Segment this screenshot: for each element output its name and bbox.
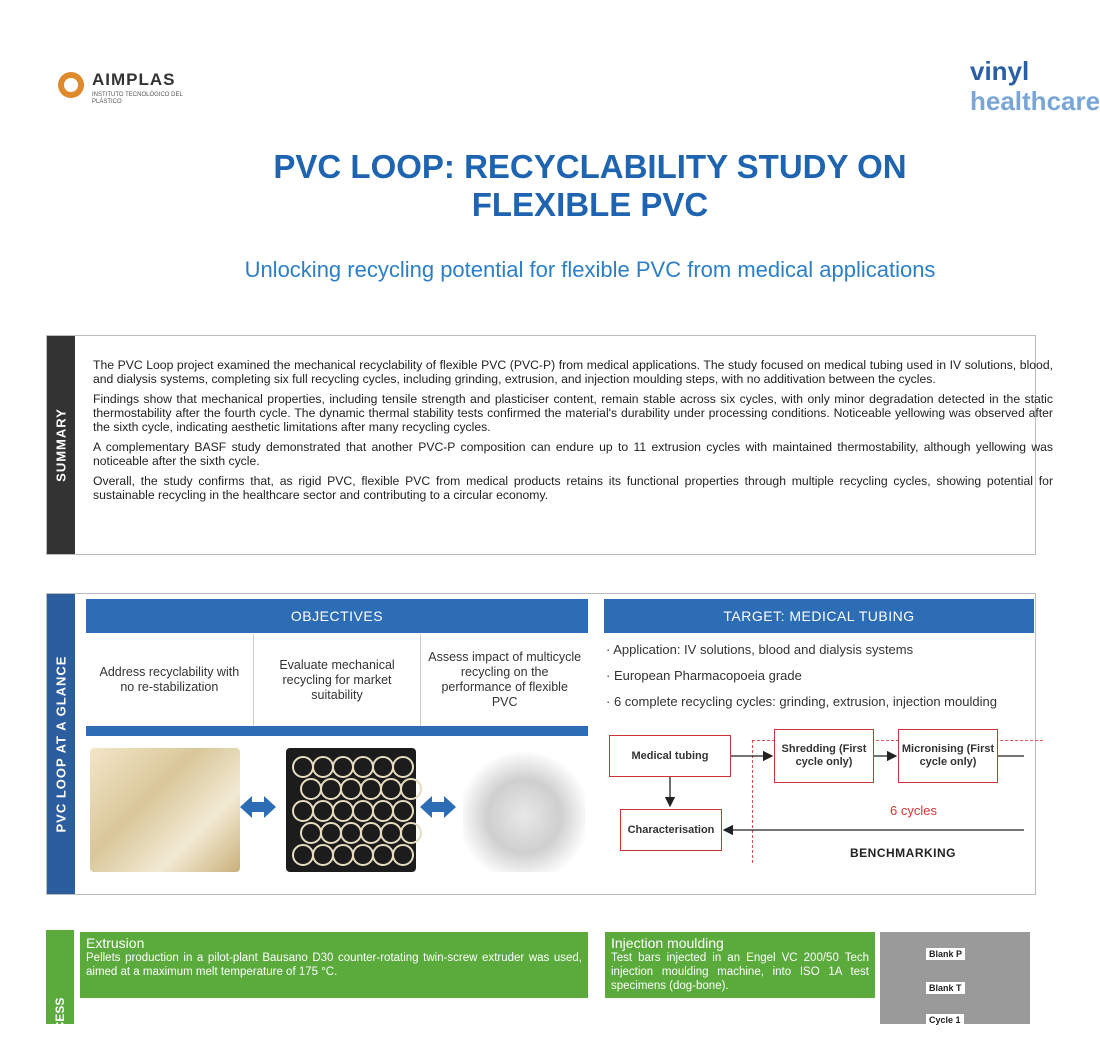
specimen-label: Cycle 1 <box>926 1014 964 1026</box>
aimplas-logo <box>58 68 208 114</box>
summary-label: SUMMARY <box>53 408 69 482</box>
injection-title: Injection moulding <box>611 935 724 951</box>
glance-label: PVC LOOP AT A GLANCE <box>53 655 69 833</box>
injection-card <box>605 932 875 998</box>
objectives-divider <box>86 726 588 736</box>
pellet-ring <box>340 822 362 844</box>
summary-paragraph: The PVC Loop project examined the mechanical recyclability of flexible PVC (PVC-P) from medical applications. The study focused on medical tubing used in IV solutions, blood, and dialysis systems, completing six full recycling cycles, including grinding, extrusion, and injection moulding steps, with no additivation between the cycles. <box>93 358 1053 386</box>
pellet-ring <box>372 800 394 822</box>
aimplas-logo-name: AIMPLAS <box>92 70 176 89</box>
pellet-ring <box>372 756 394 778</box>
pellet-ring <box>392 800 414 822</box>
flow-medical-tubing: Medical tubing <box>609 735 731 777</box>
objectives-header: OBJECTIVES <box>86 599 588 633</box>
pellet-ring <box>312 756 334 778</box>
pellet-ring <box>320 778 342 800</box>
pellet-ring <box>352 756 374 778</box>
pellet-ring <box>352 800 374 822</box>
target-list <box>606 640 1026 718</box>
pellet-ring <box>312 800 334 822</box>
flow-shredding: Shredding (First cycle only) <box>774 729 874 783</box>
pellet-ring <box>300 822 322 844</box>
pellet-ring <box>380 822 402 844</box>
specimen-photo <box>880 932 1030 1024</box>
pellet-ring <box>332 800 354 822</box>
summary-section <box>46 335 1053 555</box>
objective-item: Assess impact of multicycle recycling on the performance of flexible PVC <box>428 650 582 709</box>
pellet-ring <box>320 822 342 844</box>
specimen-label: Blank P <box>926 948 965 960</box>
pellet-ring <box>312 844 334 866</box>
pellet-ring <box>292 844 314 866</box>
pellet-ring <box>400 822 422 844</box>
extrusion-text: Pellets production in a pilot-plant Bausano D30 counter-rotating twin-screw extruder was used, aimed at a maximum melt temperature of 175 °C. <box>86 952 582 978</box>
aimplas-logo-subtitle: INSTITUTO TECNOLÓGICO DEL PLÁSTICO <box>92 92 183 105</box>
summary-side-label <box>47 336 75 554</box>
pellet-ring <box>292 800 314 822</box>
vinyl-logo-line1: vinyl <box>970 56 1030 86</box>
pellet-ring <box>400 778 422 800</box>
pellet-ring <box>392 844 414 866</box>
pellet-ring <box>372 844 394 866</box>
tubing-photo <box>90 748 240 872</box>
objectives-list <box>86 634 588 726</box>
flow-benchmarking-label: BENCHMARKING <box>850 846 956 860</box>
flow-arrows <box>600 720 1024 860</box>
pellet-ring <box>360 778 382 800</box>
vinyl-healthcare-logo <box>970 56 1100 116</box>
target-header: TARGET: MEDICAL TUBING <box>604 599 1034 633</box>
pellet-ring <box>332 844 354 866</box>
vinyl-logo-line2: healthcare <box>970 86 1100 116</box>
pellet-ring <box>380 778 402 800</box>
pellet-ring <box>300 778 322 800</box>
target-item: · Application: IV solutions, blood and dialysis systems <box>606 642 914 657</box>
double-arrow-icon <box>240 794 276 820</box>
pellet-ring <box>352 844 374 866</box>
objective-item: Evaluate mechanical recycling for market suitability <box>254 634 422 726</box>
glance-side-label <box>47 594 75 894</box>
summary-paragraph: Findings show that mechanical properties, including tensile strength and plasticiser content, remain stable across six cycles, with only minor degradation detected in the static thermostability after the fourth cycle. The dynamic thermal stability tests confirmed the material's durability under processing conditions. Noticeable yellowing was observed after the sixth cycle, indicating aesthetic limitations after many recycling cycles. <box>93 392 1053 434</box>
pellet-ring <box>292 756 314 778</box>
micronised-photo <box>463 748 585 872</box>
specimen-label: Blank T <box>926 982 965 994</box>
page-title: PVC LOOP: RECYCLABILITY STUDY ON FLEXIBLE PVC <box>273 148 907 223</box>
pellet-ring <box>360 822 382 844</box>
aimplas-logo-icon <box>58 72 84 98</box>
double-arrow-icon <box>420 794 456 820</box>
extrusion-card <box>80 932 588 998</box>
rings-photo <box>286 748 416 872</box>
flow-characterisation: Characterisation <box>620 809 722 851</box>
summary-paragraph: Overall, the study confirms that, as rigid PVC, flexible PVC from medical products retains its functional properties through multiple recycling cycles, showing potential for sustainable recycling in the healthcare sector and contributing to a circular economy. <box>93 474 1053 502</box>
pellet-ring <box>332 756 354 778</box>
objective-item: Address recyclability with no re-stabilization <box>86 634 254 726</box>
extrusion-title: Extrusion <box>86 935 145 951</box>
injection-text: Test bars injected in an Engel VC 200/50 Tech injection moulding machine, into ISO 1A test specimens (dog-bone). <box>611 952 869 992</box>
flow-cycles-label: 6 cycles <box>890 803 937 818</box>
process-label: PROCESS <box>53 997 67 1056</box>
process-side-label <box>46 930 74 1056</box>
pellet-ring <box>392 756 414 778</box>
flow-micronising: Micronising (First cycle only) <box>898 729 998 783</box>
target-item: · 6 complete recycling cycles: grinding, extrusion, injection moulding <box>606 694 997 709</box>
page-subtitle: Unlocking recycling potential for flexible PVC from medical applications <box>244 257 936 282</box>
summary-text <box>93 358 1053 508</box>
target-item: · European Pharmacopoeia grade <box>606 668 802 683</box>
summary-paragraph: A complementary BASF study demonstrated that another PVC-P composition can endure up to 11 extrusion cycles with maintained thermostability, although yellowing was noticeable after the sixth cycle. <box>93 440 1053 468</box>
pellet-ring <box>340 778 362 800</box>
